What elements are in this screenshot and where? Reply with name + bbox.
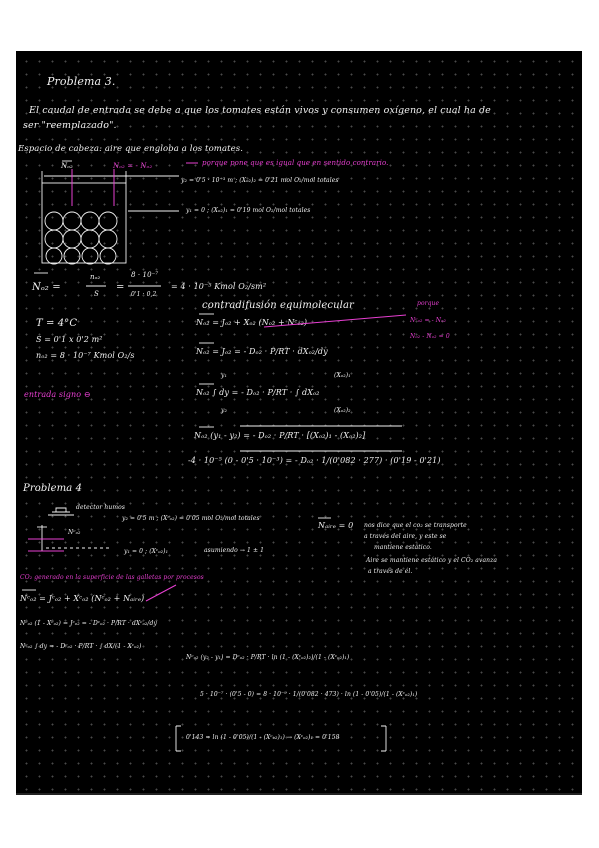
tomato [63, 230, 81, 248]
p4-note-1: nos dice que el co₂ se transporte [364, 522, 467, 529]
limit-x2: (Xₒ₂)₂ [334, 407, 351, 414]
p3-statement-line-1: El caudal de entrada se debe a que los tomates están vivos y consumen oxígeno, el cual ha de [29, 105, 491, 116]
tomato [45, 230, 63, 248]
tomato [64, 248, 80, 264]
assumption-note: asumiendo → 1 ± 1 [204, 547, 265, 554]
nco2-up-label: Nᶜₒ₂ [68, 529, 81, 536]
no2-opposite-eq: Nₒ₂ = - Nₒ₂ [113, 162, 153, 170]
flux-numerator-2: 8 · 10⁻⁷ [131, 271, 159, 279]
tomato [100, 248, 116, 264]
integral-equation: Nₒ₂ ∫ dy = - Dₒ₂ · P/RT · ∫ dXₒ₂ [196, 388, 320, 397]
p4-integrated-result: Nᶜₒ₂ (y₂ - y₁) = Dᶜₒ₂ · P/RT · ln (1 - (Xᶜₒ₂)₂)/(1 - (Xᶜₒ₂)₁) [186, 654, 350, 661]
o2-molar-flow: nₒ₂ = 8 · 10⁻⁷ Kmol O₂/s [36, 351, 135, 360]
tomato [46, 248, 62, 264]
tomato [99, 230, 117, 248]
p3-statement-line-2: ser "reemplazado". [23, 120, 117, 131]
flux-equals: = [116, 282, 125, 293]
p4-final-result: 0'143 = ln (1 - 0'05)/(1 - (Xᶜₒ₂)₁) → (Xᶜₒ₂)₁ = 0'158 [186, 734, 340, 741]
pink-porque: porque [417, 300, 440, 307]
sign-note: entrada signo ⊖ [24, 390, 91, 399]
fick-general-equation: Nₒ₂ = Jₒ₂ + Xₒ₂ (Nₒ₂ + Nᶜₒ₂) [196, 318, 308, 327]
n-air-zero: Nₐᵢᵣₑ = 0 [318, 521, 354, 530]
flux-lhs: Nₒ₂ = [32, 282, 61, 293]
problem-3-title: Problema 3. [47, 75, 116, 88]
tomato-container [42, 183, 126, 263]
flux-numerator-1: nₒ₂ [90, 273, 101, 281]
nco2-relation: Nᶜₒ₂ = - Nₒ₂ [410, 317, 447, 324]
p3-y2-condition: y₂ = 0'5 · 10⁻³ m ; (Xₒ₂)₂ = 0'21 mol O₂/mol totales [181, 177, 339, 184]
tomato [99, 212, 117, 230]
page-edge [16, 793, 582, 795]
no2-label: Nₒ₂ [61, 162, 73, 170]
limit-y2: y₂ [221, 407, 227, 414]
p4-integral-equation: Nᶜₒ₂ ∫ dy = - Dᶜₒ₂ · P/RT · ∫ dX/(1 - Xᶜₒ₂) [20, 643, 142, 650]
p3-headspace-note: Espacio de cabeza: aire que engloba a los tomates. [18, 144, 244, 154]
limit-x1: (Xₒ₂)₁ [334, 372, 351, 379]
flux-result: = 4 · 10⁻⁵ Kmol O₂/sm² [171, 282, 267, 291]
p4-rearranged-equation: Nᶜₒ₂ (1 - Xᶜₒ₂) = Jᶜₒ₂ = - Dᶜₒ₂ · P/RT · dXᶜₒ₂/dy [20, 620, 157, 627]
surface-area: S = 0'1 x 0'2 m² [36, 335, 103, 344]
p4-y1-condition: y₁ = 0 ; (Xᶜₒ₂)₁ [124, 548, 169, 555]
tomato [81, 212, 99, 230]
p4-note-2: a través del aire, y este se [364, 533, 447, 540]
notes-page [16, 51, 582, 793]
fick-reduced-equation: Nₒ₂ = Jₒ₂ = - Dₒ₂ · P/RT · dXₒ₂/dy [196, 347, 328, 356]
p4-note-4: Aire se mantiene estático y el CO₂ avanza [366, 557, 498, 564]
tomato [63, 212, 81, 230]
tomato [82, 248, 98, 264]
p4-note-5: a través de él. [368, 568, 413, 575]
smoke-detector-label: detector humos [76, 504, 126, 511]
p4-general-equation: Nᶜₒ₂ = Jᶜₒ₂ + Xᶜₒ₂ (Nᶜₒ₂ + Nₐᵢᵣₑ) [20, 594, 145, 603]
problem-4-title: Problema 4 [23, 483, 83, 494]
flux-denominator-2: 0'1 · 0,2 [131, 291, 157, 298]
integrated-result: Nₒ₂ (y₁ - y₂) = - Dₒ₂ · P/RT · [(Xₒ₂)₁ - (Xₒ₂)₂] [194, 431, 366, 440]
p4-numeric-substitution: 5 · 10⁻⁷ · (0'5 - 0) = 8 · 10⁻⁹ · 1/(0'082 · 473) · ln (1 - 0'05)/(1 - (Xᶜₒ₂)₁) [200, 691, 418, 698]
numeric-substitution: -4 · 10⁻⁵ (0 - 0'5 · 10⁻³) = - Dₒ₂ · 1/(0'082 · 277) · (0'19 - 0'21) [188, 456, 441, 465]
flux-denominator-1: S [94, 290, 99, 298]
flux-sum-zero: Nₒ₂ - Nₒ₂ = 0 [410, 333, 450, 340]
tomato [81, 230, 99, 248]
temperature: T = 4°C [36, 318, 78, 329]
p4-y2-condition: y₂ = 0'5 m ; (Xᶜₒ₂) = 0'05 mol O₂/mol totales [122, 515, 260, 522]
p3-y1-condition: y₁ = 0 ; (Xₒ₂)₁ = 0'19 mol O₂/mol totales [186, 207, 311, 214]
p3-reason-note: porque pone que es igual que en sentido contrario. [202, 159, 389, 167]
tomato [45, 212, 63, 230]
co2-generated-note: CO₂ generado en la superficie de las galletas por procesos [20, 574, 204, 581]
equimolar-counterdiffusion: contradifusión equimolecular [202, 300, 354, 311]
limit-y1: y₁ [221, 372, 227, 379]
p4-note-3: mantiene estático. [374, 544, 432, 551]
